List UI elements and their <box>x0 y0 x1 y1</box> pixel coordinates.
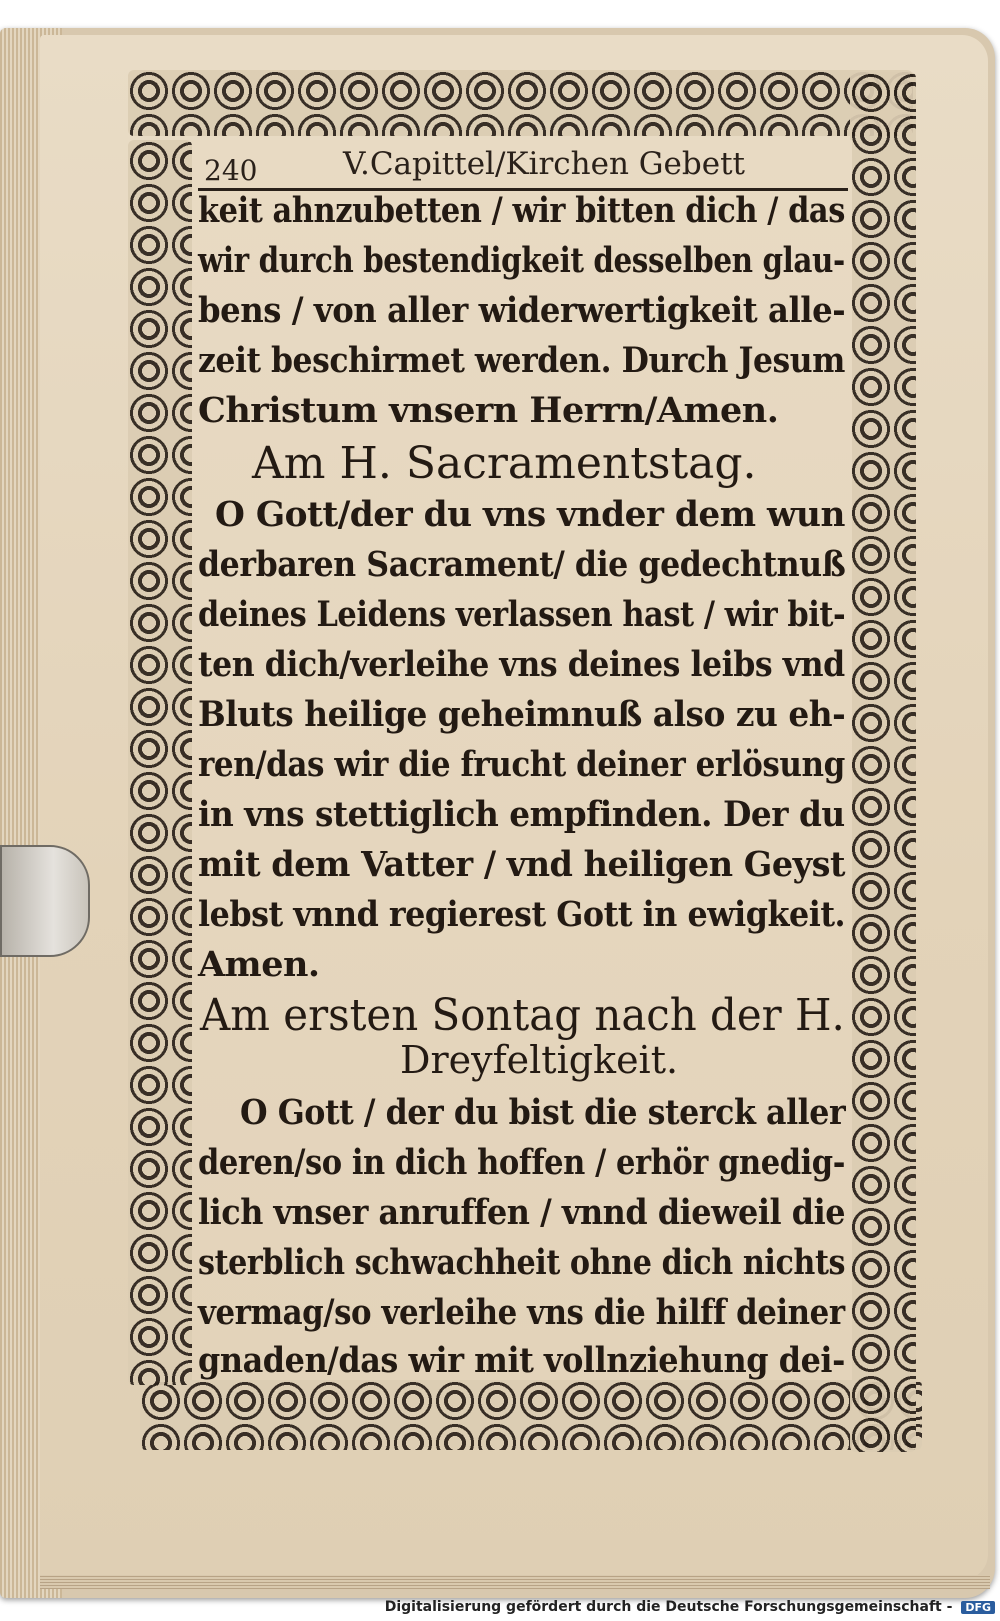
ornament-border-right <box>850 72 916 1452</box>
text-line: lebst vnnd regierest Gott in ewigkeit. <box>198 894 846 935</box>
text-line: derbaren Sacrament/ die gedechtnuß <box>198 544 846 585</box>
text-line: O Gott / der du bist die sterck aller <box>240 1092 846 1133</box>
dfg-logo: DFG <box>961 1601 995 1614</box>
text-line: lich vnser anruffen / vnnd dieweil die <box>198 1192 846 1233</box>
ornament-border-top <box>128 70 913 136</box>
text-line: wir durch bestendigkeit desselben glau- <box>198 240 845 281</box>
page-header <box>198 140 848 191</box>
page-bottom-edges <box>40 1575 990 1589</box>
text-line: sterblich schwachheit ohne dich nichts <box>198 1242 846 1283</box>
text-line: ren/das wir die frucht deiner erlösung <box>198 744 845 785</box>
book-clasp <box>0 845 90 957</box>
text-line: ten dich/verleihe vns deines leibs vnd <box>198 644 845 685</box>
text-line: bens / von aller widerwertigkeit alle- <box>198 290 846 331</box>
text-line: vermag/so verleihe vns die hilff deiner <box>198 1292 845 1333</box>
digitization-credit <box>385 1599 995 1615</box>
text-line: Bluts heilige geheimnuß also zu eh- <box>198 694 846 735</box>
text-line: deren/so in dich hoffen / erhör gnedig- <box>198 1142 845 1183</box>
text-line: gnaden/das wir mit vollnziehung dei- <box>198 1340 845 1381</box>
section-heading: Am ersten Sontag nach der H. <box>200 990 845 1041</box>
text-line: Amen. <box>198 944 320 985</box>
text-line: mit dem Vatter / vnd heiligen Geyst <box>198 844 845 885</box>
section-heading: Am H. Sacramentstag. <box>252 438 757 489</box>
text-line: keit ahnzubetten / wir bitten dich / das <box>198 190 845 231</box>
text-line: Christum vnsern Herrn/Amen. <box>198 390 779 431</box>
section-heading-continued: Dreyfeltigkeit. <box>400 1038 679 1082</box>
text-line: zeit beschirmet werden. Durch Jesum <box>198 340 845 381</box>
text-line: O Gott/der du vns vnder dem wun <box>215 494 845 535</box>
running-head: V.Capittel/Kirchen Gebett <box>343 146 746 182</box>
ornament-border-bottom <box>140 1380 922 1450</box>
page-number: 240 <box>204 154 258 187</box>
text-line: in vns stettiglich empfinden. Der du <box>198 794 845 835</box>
credit-text: Digitalisierung gefördert durch die Deutsche Forschungsgemeinschaft - <box>384 1599 953 1615</box>
text-line: deines Leidens verlassen hast / wir bit- <box>198 594 846 635</box>
ornament-border-left <box>128 140 192 1385</box>
